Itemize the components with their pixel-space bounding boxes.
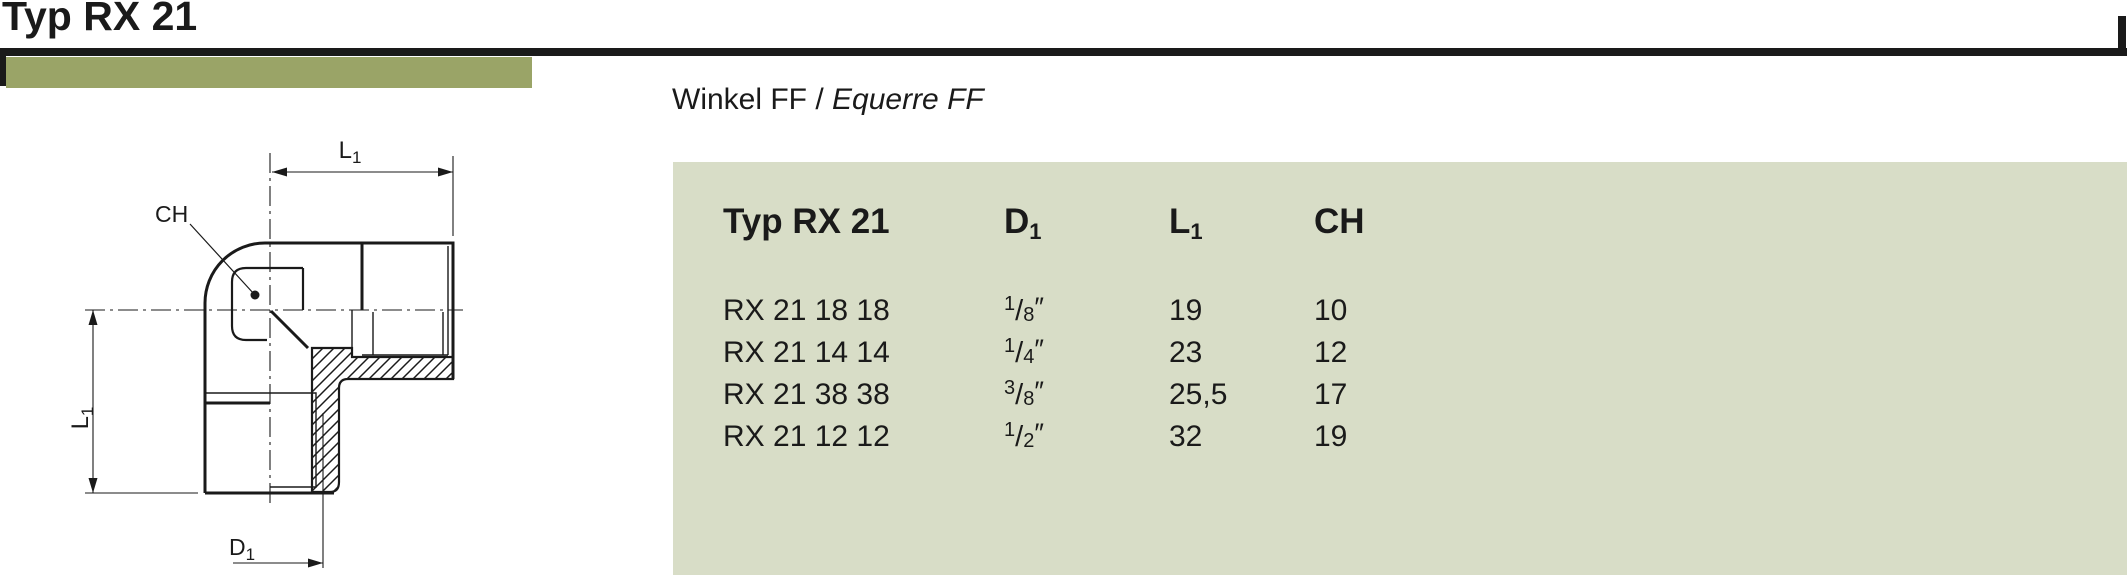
header-l1: $L_1$ (1169, 202, 1203, 244)
cell-ch: 17 (1314, 378, 1348, 411)
ch-label: CH (155, 201, 189, 227)
dimension-l1-top (272, 156, 453, 236)
cell-type: RX 21 12 12 (723, 420, 890, 453)
page-title: Typ RX 21 (2, 0, 198, 39)
right-port-lines (352, 243, 448, 355)
l1-top-label: $L_1$ (338, 137, 362, 167)
hatched-section (312, 348, 453, 492)
cell-d1: $^1$/8″ (1004, 292, 1043, 327)
technical-drawing (0, 100, 500, 577)
cell-ch: 19 (1314, 420, 1348, 453)
cell-type: RX 21 18 18 (723, 294, 890, 327)
d1-label: $D_1$ (229, 534, 256, 564)
table-row (673, 293, 2127, 335)
dimensions-table (673, 162, 2127, 575)
cell-d1: $^1$/2″ (1004, 418, 1043, 453)
accent-bar (6, 57, 532, 88)
header-type: Typ RX 21 (723, 202, 890, 241)
cell-ch: 12 (1314, 336, 1348, 369)
corner-chamfer-line (271, 311, 308, 348)
section-subtitle (672, 82, 984, 118)
cell-ch: 10 (1314, 294, 1348, 327)
dimension-l1-left (85, 310, 198, 493)
table-row (673, 377, 2127, 419)
title-rule-right-tick (2118, 16, 2126, 56)
centerlines (85, 153, 463, 505)
bottom-port-lines (205, 393, 316, 487)
table-row (673, 419, 2127, 461)
cell-type: RX 21 38 38 (723, 378, 890, 411)
subtitle-german: Winkel FF (672, 83, 807, 116)
table-row (673, 335, 2127, 377)
title-rule (0, 48, 2127, 56)
header-ch: CH (1314, 202, 1365, 241)
cell-l1: 25,5 (1169, 378, 1228, 411)
subtitle-separator: / (807, 83, 833, 116)
ch-leader-line (190, 224, 254, 294)
cell-l1: 23 (1169, 336, 1203, 369)
cell-d1: $^3$/8″ (1004, 376, 1043, 411)
table-header-row (673, 202, 2127, 250)
l1-left-label: $L_1$ (67, 406, 97, 430)
header-d1: $D_1$ (1004, 202, 1042, 244)
inner-bore-shape (232, 268, 303, 340)
cell-l1: 32 (1169, 420, 1203, 453)
cell-d1: $^1$/4″ (1004, 334, 1043, 369)
cell-type: RX 21 14 14 (723, 336, 890, 369)
cell-l1: 19 (1169, 294, 1203, 327)
subtitle-french: Equerre FF (832, 83, 984, 116)
